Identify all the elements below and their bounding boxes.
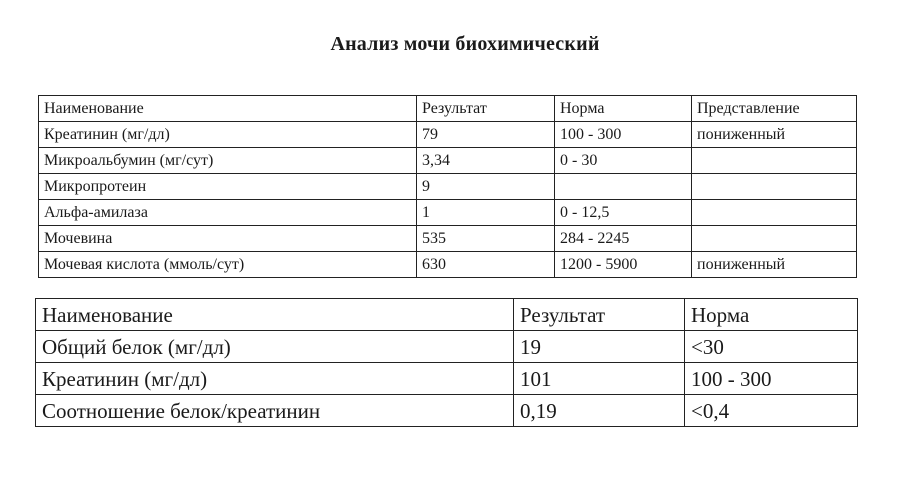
cell-result: 3,34 [417,148,555,174]
cell-norm: 100 - 300 [555,122,692,148]
cell-norm: <30 [685,331,858,363]
cell-norm: 0 - 30 [555,148,692,174]
cell-norm: 0 - 12,5 [555,200,692,226]
cell-representation [692,200,857,226]
cell-name: Альфа-амилаза [39,200,417,226]
cell-name: Мочевина [39,226,417,252]
cell-name: Общий белок (мг/дл) [36,331,514,363]
page-title: Анализ мочи биохимический [330,33,600,55]
cell-result: 0,19 [514,395,685,427]
cell-representation [692,148,857,174]
table-row [36,331,858,363]
cell-result: 9 [417,174,555,200]
cell-result: 79 [417,122,555,148]
cell-norm [555,174,692,200]
cell-result: 1 [417,200,555,226]
cell-name: Соотношение белок/креатинин [36,395,514,427]
header-norm: Норма [685,299,858,331]
table-row [39,226,857,252]
cell-result: 101 [514,363,685,395]
cell-norm: <0,4 [685,395,858,427]
cell-result: 630 [417,252,555,278]
table-header-row [36,299,858,331]
table-header-row [39,96,857,122]
header-result: Результат [514,299,685,331]
cell-representation: пониженный [692,252,857,278]
header-representation: Представление [692,96,857,122]
table-row [36,395,858,427]
table-row [39,148,857,174]
header-norm: Норма [555,96,692,122]
cell-norm: 284 - 2245 [555,226,692,252]
cell-name: Микропротеин [39,174,417,200]
cell-result: 19 [514,331,685,363]
cell-result: 535 [417,226,555,252]
cell-name: Мочевая кислота (ммоль/сут) [39,252,417,278]
table-row [36,363,858,395]
header-name: Наименование [39,96,417,122]
header-result: Результат [417,96,555,122]
table-row [39,200,857,226]
cell-representation [692,226,857,252]
cell-norm: 100 - 300 [685,363,858,395]
urine-biochem-table [38,95,857,278]
cell-name: Креатинин (мг/дл) [36,363,514,395]
protein-creatinine-table [35,298,858,427]
table-row [39,122,857,148]
table-row [39,174,857,200]
table-row [39,252,857,278]
cell-name: Креатинин (мг/дл) [39,122,417,148]
cell-norm: 1200 - 5900 [555,252,692,278]
cell-name: Микроальбумин (мг/сут) [39,148,417,174]
cell-representation: пониженный [692,122,857,148]
cell-representation [692,174,857,200]
header-name: Наименование [36,299,514,331]
